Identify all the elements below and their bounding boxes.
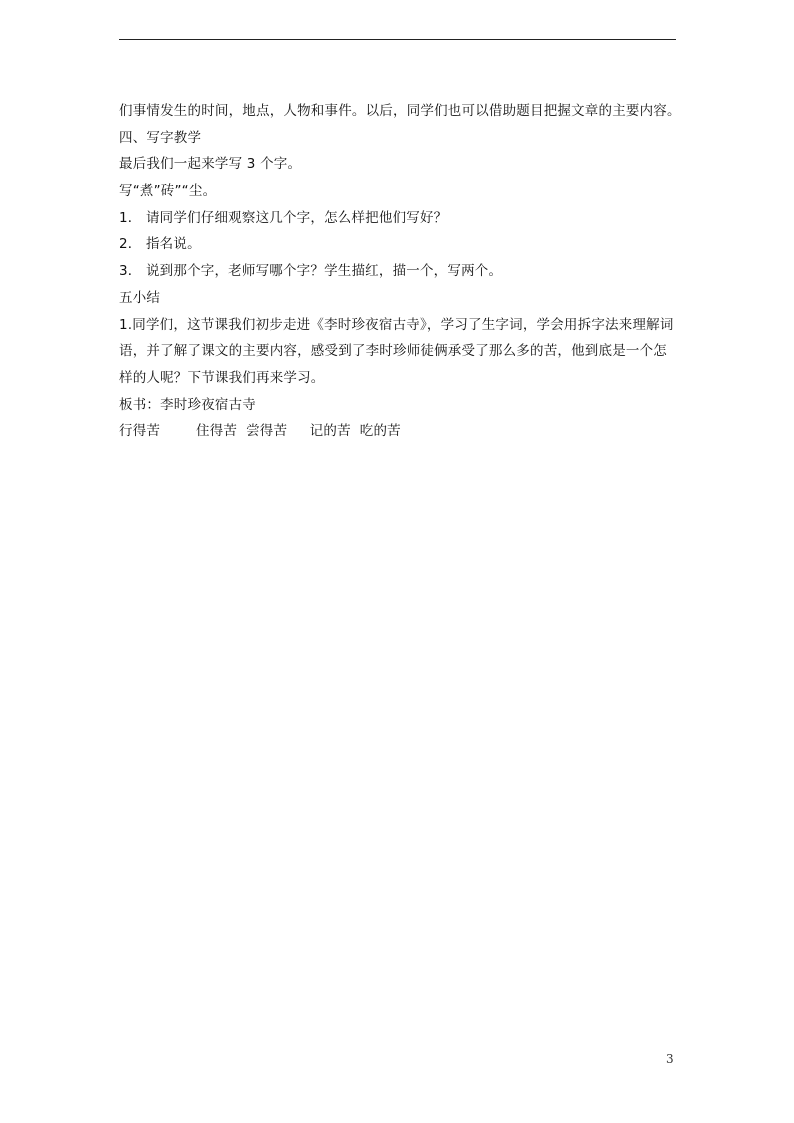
section-heading-writing: 四、写字教学 xyxy=(119,129,202,146)
board-title: 板书：李时珍夜宿古寺 xyxy=(119,396,256,413)
paragraph-line: 们事情发生的时间，地点，人物和事件。以后，同学们也可以借助题目把握文章的主要内容。 xyxy=(119,103,681,119)
paragraph-line: 写“煮”砖”“尘。 xyxy=(119,183,217,200)
list-item: 1． 请同学们仔细观察这几个字，怎么样把他们写好？ xyxy=(119,209,448,226)
paragraph-line: 最后我们一起来学写 3 个字。 xyxy=(119,156,302,173)
page-number: 3 xyxy=(666,1052,674,1066)
board-line: 行得苦 住得苦 尝得苦 记的苦 吃的苦 xyxy=(119,423,401,440)
header-rule xyxy=(119,39,676,40)
list-item: 2． 指名说。 xyxy=(119,236,201,253)
document-body xyxy=(119,98,679,445)
summary-paragraph: 1.同学们，这节课我们初步走进《李时珍夜宿古寺》，学习了生字词，学会用拆字法来理解词语，并了解了课文的主要内容，感受到了李时珍师徒俩承受了那么多的苦，他到底是一个怎样的人呢？下节课我们再来学习。 xyxy=(119,316,674,386)
list-item: 3． 说到那个字，老师写哪个字？学生描红，描一个，写两个。 xyxy=(119,263,503,280)
section-heading-summary: 五小结 xyxy=(119,289,161,306)
